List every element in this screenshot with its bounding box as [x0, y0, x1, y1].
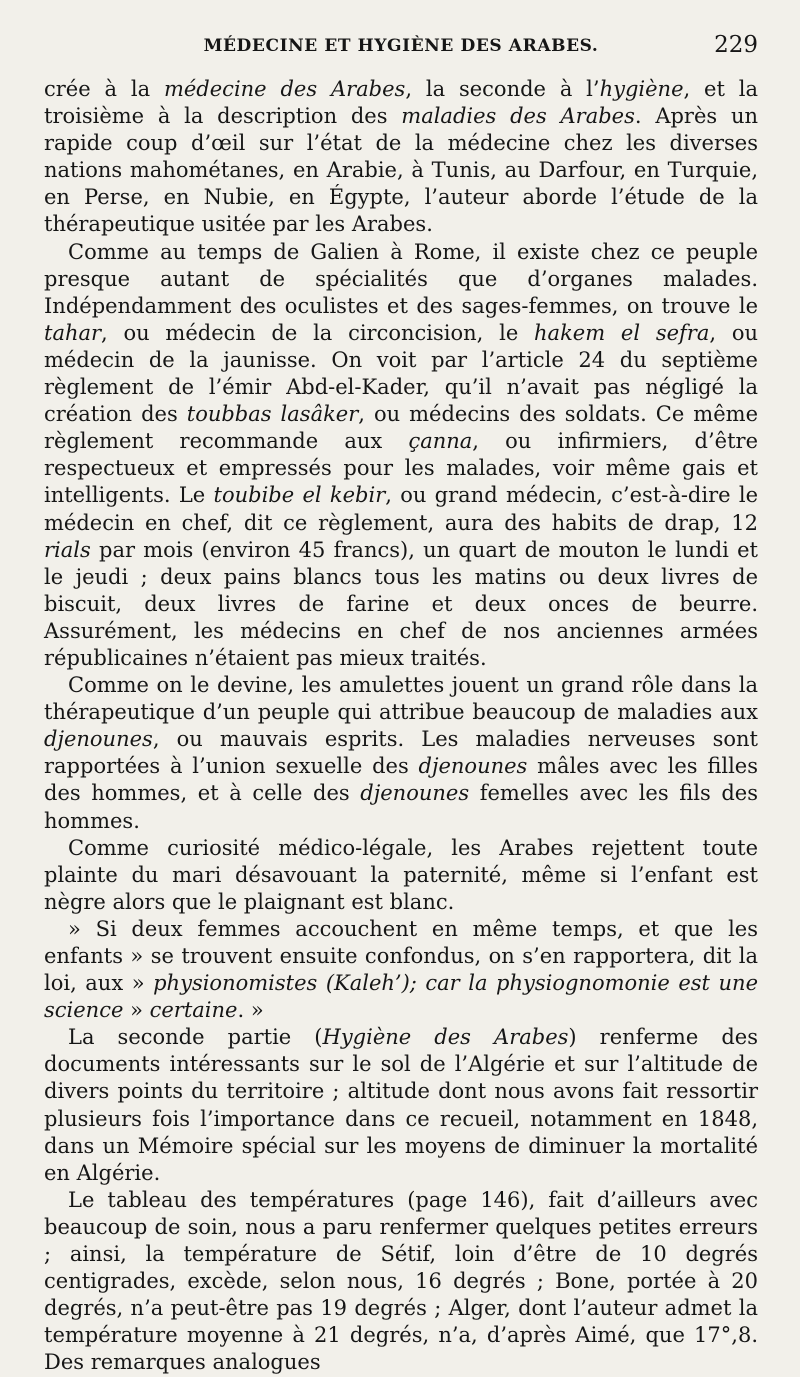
- italic-text: Hygiène des Arabes: [322, 1025, 569, 1050]
- text-segment: , ou grand médecin, c’est-à-dire le médecin en chef, dit ce règlement, aura des habits de drap, 12: [44, 483, 758, 535]
- italic-text: toubibe el kebir: [213, 483, 386, 508]
- text-segment: , ou médecin de la circoncision, le: [101, 320, 535, 345]
- text-segment: »: [123, 998, 150, 1023]
- text-segment: , la seconde à l’: [405, 77, 600, 101]
- paragraph: [44, 672, 758, 835]
- text-segment: , ou médecin de la jaunisse. On voit par l’article 24 du septième règlement de l’émir Abd-el-Kader, qu’il n’avait pas négligé la création des: [44, 320, 758, 427]
- running-title: MÉDECINE ET HYGIÈNE DES ARABES.: [203, 36, 599, 56]
- italic-text: djenounes: [418, 754, 528, 779]
- paragraph: [44, 1024, 758, 1187]
- italic-text: hygiène: [599, 77, 684, 101]
- text-segment: Comme au temps de Galien à Rome, il existe chez ce peuple presque autant de spécialités que d’organes malades. Indépendamment des oculistes et des sages-femmes, on trouve le: [44, 239, 758, 318]
- text-segment: . Après un rapide coup d’œil sur l’état de la médecine chez les diverses nations mahométanes, en Arabie, à Tunis, au Darfour, en Turquie, en Perse, en Nubie, en Égypte, l’auteur aborde l’étude de la thérapeutique usitée par les Arabes.: [44, 104, 758, 237]
- text-segment: mâles avec les filles des hommes, et à celle des: [44, 754, 758, 806]
- italic-text: hakem el sefra: [534, 320, 710, 345]
- italic-text: médecine des Arabes: [163, 77, 406, 101]
- italic-text: toubbas lasâker: [186, 402, 359, 427]
- text-segment: » Si deux femmes accouchent en même temps, et que les enfants » se trouvent ensuite confondus, on s’en rapportera, dit la loi, aux »: [44, 916, 758, 996]
- italic-text: maladies des Arabes: [401, 104, 635, 129]
- paragraph: [44, 239, 758, 673]
- text-segment: , ou mauvais esprits. Les maladies nerveuses sont rapportées à l’union sexuelle des: [44, 727, 758, 779]
- paragraph: [44, 916, 758, 1024]
- paragraph: [44, 76, 758, 239]
- text-segment: femelles avec les fils des hommes.: [44, 781, 758, 833]
- text-segment: La seconde partie (: [68, 1025, 323, 1050]
- text-segment: Comme on le devine, les amulettes jouent un grand rôle dans la thérapeutique d’un peuple qui attribue beaucoup de maladies aux: [44, 673, 758, 725]
- italic-text: certaine: [149, 998, 238, 1023]
- italic-text: rials: [44, 537, 91, 562]
- text-segment: , et la troisième à la description des: [44, 77, 758, 129]
- paragraph: [44, 835, 758, 916]
- page-number: 229: [714, 32, 758, 58]
- text-segment: . »: [237, 998, 264, 1023]
- running-head: [44, 34, 758, 68]
- text-segment: , ou infirmiers, d’être respectueux et empressés pour les malades, voir même gais et intelligents. Le: [44, 429, 758, 508]
- text-segment: , ou médecins des soldats. Ce même règlement recommande aux: [44, 402, 758, 454]
- text-segment: Le tableau des températures (page 146), fait d’ailleurs avec beaucoup de soin, nous a paru renfermer quelques petites erreurs ; ainsi, la température de Sétif, loin d’être de 10 degrés centigrades, excède, selon nous, 16 degrés ; Bone, portée à 20 degrés, n’a peut-être pas 19 degrés ; Alger, dont l’auteur admet la température moyenne à 21 degrés, n’a, d’après Aimé, que 17°,8. Des remarques analogues: [44, 1187, 758, 1375]
- italic-text: djenounes: [360, 781, 470, 806]
- text-segment: par mois (environ 45 francs), un quart de mouton le lundi et le jeudi ; deux pains blancs tous les matins ou deux livres de biscuit, deux livres de farine et deux onces de beurre. Assurément, les médecins en chef de nos anciennes armées républicaines n’étaient pas mieux traités.: [44, 537, 758, 670]
- italic-text: tahar: [44, 320, 102, 345]
- paragraph: [44, 1187, 758, 1377]
- text-segment: Comme curiosité médico-légale, les Arabes rejettent toute plainte du mari désavouant la paternité, même si l’enfant est nègre alors que le plaignant est blanc.: [44, 835, 758, 914]
- italic-text: djenounes: [44, 727, 153, 752]
- body-text: [44, 76, 758, 1377]
- text-segment: crée à la: [44, 77, 164, 101]
- italic-text: physionomistes (Kaleh’); car la physiognomonie est une science: [44, 971, 759, 1023]
- text-segment: ) renferme des documents intéressants sur le sol de l’Algérie et sur l’altitude de divers points du territoire ; altitude dont nous avons fait ressortir plusieurs fois l’importance dans ce recueil, notamment en 1848, dans un Mémoire spécial sur les moyens de diminuer la mortalité en Algérie.: [44, 1025, 758, 1185]
- italic-text: çanna: [408, 429, 473, 454]
